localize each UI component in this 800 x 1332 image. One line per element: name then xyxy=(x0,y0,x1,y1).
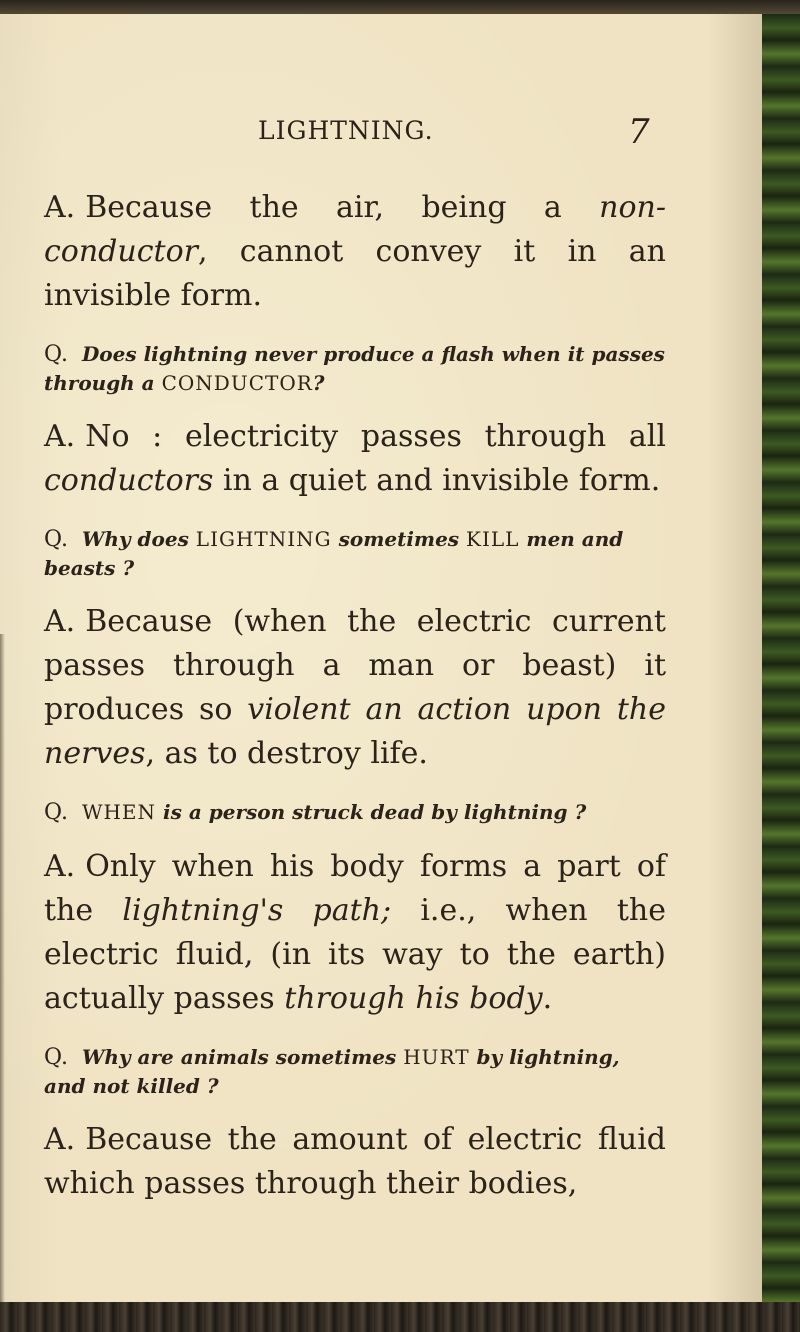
emphasis-text: non-conductor xyxy=(44,190,666,269)
answer-text: No : electricity passes through all xyxy=(85,419,666,454)
emphasis-text: violent an action upon the nerves xyxy=(44,692,666,771)
small-caps-term: HURT xyxy=(403,1045,470,1069)
small-caps-term: KILL xyxy=(466,527,520,551)
question-text: is a person struck dead by lightning ? xyxy=(156,800,587,824)
small-caps-term: WHEN xyxy=(81,800,157,824)
answer-text: Because the air, being a xyxy=(85,190,600,225)
page-number: 7 xyxy=(628,112,650,152)
running-head: LIGHTNING. xyxy=(258,116,434,145)
answer-text: i.e., when the electric fluid, (in its way to the earth) actually passes xyxy=(44,893,666,1016)
question-text: men and beasts ? xyxy=(44,527,624,580)
small-caps-term: LIGHTNING xyxy=(195,527,332,551)
answer-text: , cannot convey it in an invisible form. xyxy=(44,234,666,313)
answer-label: A. xyxy=(44,419,76,454)
question-text: by lightning, and not killed ? xyxy=(44,1045,620,1098)
emphasis-text: conductors xyxy=(44,463,214,498)
answer-text: Because the amount of electric fluid which passes through their bodies, xyxy=(44,1122,666,1201)
page-header xyxy=(0,112,768,152)
answer-text: . xyxy=(542,981,553,1016)
question-paragraph xyxy=(44,1043,666,1100)
emphasis-text: through his body xyxy=(284,981,543,1016)
question-text: sometimes xyxy=(331,527,467,551)
question-paragraph xyxy=(44,340,666,397)
emphasis-text: lightning's path; xyxy=(122,893,392,928)
question-text: Why does xyxy=(81,527,196,551)
answer-paragraph xyxy=(44,415,666,503)
question-label: Q. xyxy=(44,1045,68,1070)
answer-text: Because (when the electric current passes through a man or beast) it produces so xyxy=(44,604,666,727)
page-text xyxy=(44,186,666,1206)
answer-paragraph xyxy=(44,186,666,318)
answer-paragraph xyxy=(44,1118,666,1206)
answer-label: A. xyxy=(44,849,76,884)
question-label: Q. xyxy=(44,342,68,367)
answer-label: A. xyxy=(44,1122,76,1157)
answer-text: Only when his body forms a part of the xyxy=(44,849,666,928)
question-label: Q. xyxy=(44,800,68,825)
answer-text: in a quiet and invisible form. xyxy=(213,463,661,498)
question-text: ? xyxy=(312,371,325,395)
page-bottom-edge xyxy=(0,1302,800,1332)
answer-label: A. xyxy=(44,190,76,225)
question-paragraph xyxy=(44,525,666,582)
book-spine xyxy=(762,14,800,1304)
answer-text: , as to destroy life. xyxy=(145,736,428,771)
question-paragraph xyxy=(44,798,666,827)
book-page xyxy=(0,14,768,1304)
answer-label: A. xyxy=(44,604,76,639)
question-label: Q. xyxy=(44,527,68,552)
answer-paragraph xyxy=(44,845,666,1021)
small-caps-term: CONDUCTOR xyxy=(161,371,313,395)
page-left-shadow xyxy=(0,634,5,1304)
answer-paragraph xyxy=(44,600,666,776)
question-text: Does lightning never produce a flash when it passes through a xyxy=(44,342,665,395)
question-text: Why are animals sometimes xyxy=(81,1045,404,1069)
